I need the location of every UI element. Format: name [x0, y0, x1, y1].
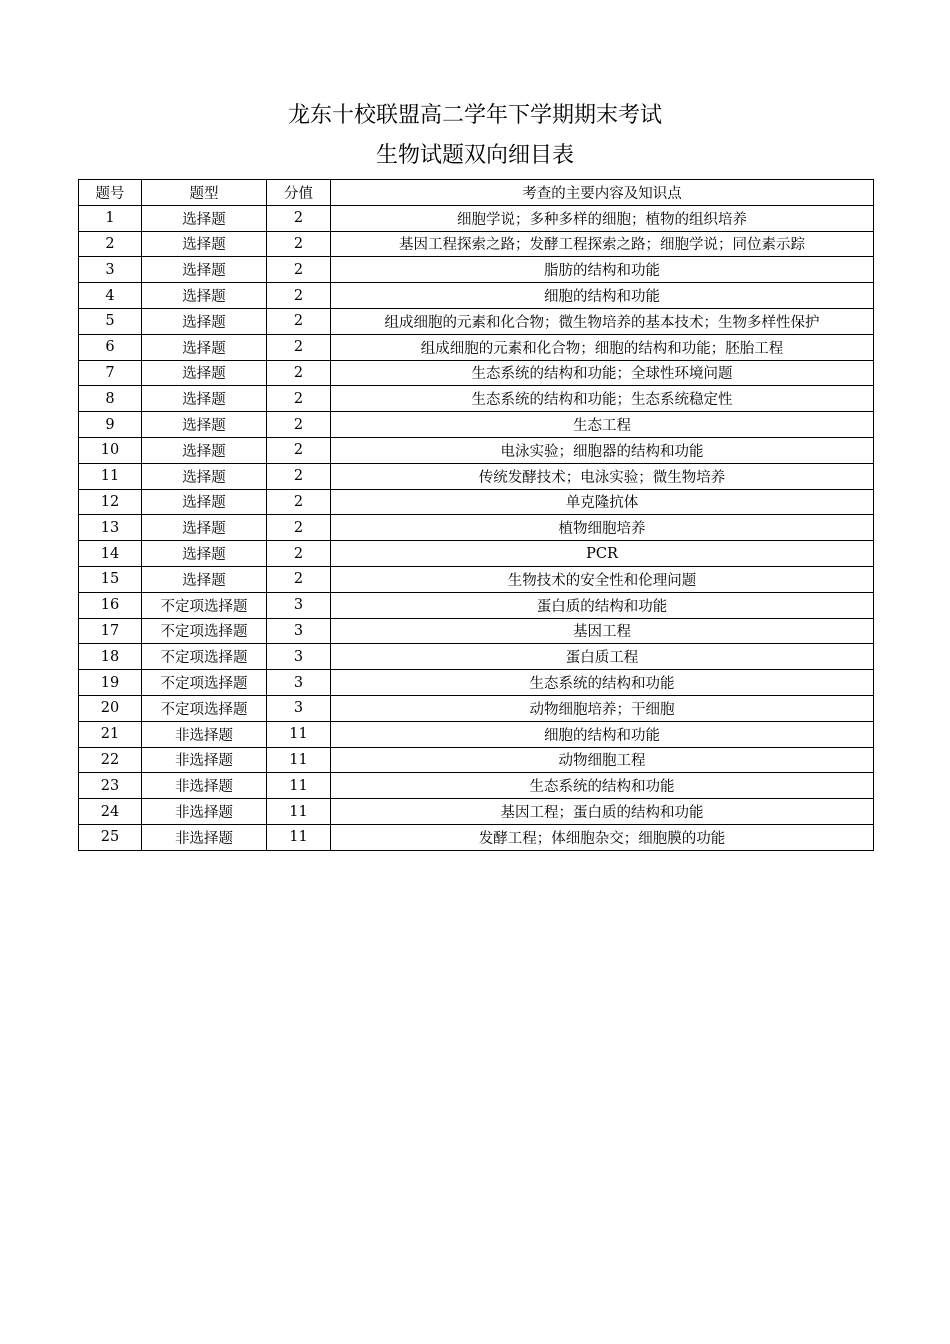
- cell-knowledge-points: 植物细胞培养: [331, 515, 874, 541]
- cell-knowledge-points: 基因工程: [331, 618, 874, 644]
- cell-question-number: 20: [79, 695, 142, 721]
- cell-question-number: 23: [79, 773, 142, 799]
- table-row: [79, 592, 874, 618]
- cell-score: 2: [267, 308, 331, 334]
- cell-knowledge-points: 组成细胞的元素和化合物；细胞的结构和功能；胚胎工程: [331, 334, 874, 360]
- cell-question-number: 5: [79, 308, 142, 334]
- cell-question-number: 8: [79, 386, 142, 412]
- table-row: [79, 463, 874, 489]
- cell-knowledge-points: 组成细胞的元素和化合物；微生物培养的基本技术；生物多样性保护: [331, 308, 874, 334]
- cell-question-type: 选择题: [142, 205, 267, 231]
- cell-knowledge-points: 生态系统的结构和功能；全球性环境问题: [331, 360, 874, 386]
- cell-question-type: 非选择题: [142, 799, 267, 825]
- table-row: [79, 799, 874, 825]
- cell-question-number: 19: [79, 670, 142, 696]
- cell-score: 2: [267, 283, 331, 309]
- cell-knowledge-points: 生态系统的结构和功能: [331, 670, 874, 696]
- cell-question-type: 选择题: [142, 283, 267, 309]
- cell-question-type: 非选择题: [142, 721, 267, 747]
- cell-score: 11: [267, 773, 331, 799]
- cell-knowledge-points: 电泳实验；细胞器的结构和功能: [331, 437, 874, 463]
- cell-question-type: 选择题: [142, 541, 267, 567]
- cell-question-number: 2: [79, 231, 142, 257]
- table-row: [79, 205, 874, 231]
- cell-knowledge-points: 蛋白质工程: [331, 644, 874, 670]
- cell-knowledge-points: 细胞学说；多种多样的细胞；植物的组织培养: [331, 205, 874, 231]
- cell-question-type: 选择题: [142, 360, 267, 386]
- cell-knowledge-points: 生态工程: [331, 412, 874, 438]
- cell-question-type: 选择题: [142, 489, 267, 515]
- header-question-type: 题型: [142, 180, 267, 206]
- cell-question-number: 18: [79, 644, 142, 670]
- table-row: [79, 515, 874, 541]
- table-row: [79, 231, 874, 257]
- cell-score: 2: [267, 412, 331, 438]
- cell-score: 2: [267, 437, 331, 463]
- cell-question-type: 非选择题: [142, 773, 267, 799]
- cell-score: 2: [267, 489, 331, 515]
- table-row: [79, 618, 874, 644]
- cell-knowledge-points: 脂肪的结构和功能: [331, 257, 874, 283]
- cell-question-number: 25: [79, 824, 142, 850]
- cell-question-type: 选择题: [142, 334, 267, 360]
- cell-question-number: 4: [79, 283, 142, 309]
- cell-knowledge-points: 传统发酵技术；电泳实验；微生物培养: [331, 463, 874, 489]
- table-row: [79, 412, 874, 438]
- cell-knowledge-points: 发酵工程；体细胞杂交；细胞膜的功能: [331, 824, 874, 850]
- cell-score: 11: [267, 799, 331, 825]
- cell-question-type: 选择题: [142, 566, 267, 592]
- document-title: 龙东十校联盟高二学年下学期期末考试: [287, 103, 662, 128]
- cell-question-type: 不定项选择题: [142, 695, 267, 721]
- cell-knowledge-points: 细胞的结构和功能: [331, 283, 874, 309]
- table-row: [79, 360, 874, 386]
- table-row: [79, 670, 874, 696]
- cell-question-type: 选择题: [142, 463, 267, 489]
- cell-knowledge-points: 动物细胞工程: [331, 747, 874, 773]
- table-row: [79, 283, 874, 309]
- cell-score: 2: [267, 463, 331, 489]
- cell-score: 2: [267, 515, 331, 541]
- cell-score: 3: [267, 695, 331, 721]
- cell-score: 3: [267, 644, 331, 670]
- cell-question-number: 14: [79, 541, 142, 567]
- cell-question-number: 1: [79, 205, 142, 231]
- cell-question-number: 12: [79, 489, 142, 515]
- table-row: [79, 644, 874, 670]
- cell-question-type: 非选择题: [142, 747, 267, 773]
- table-header-row: [79, 180, 874, 206]
- header-score: 分值: [267, 180, 331, 206]
- table-row: [79, 747, 874, 773]
- table-row: [79, 308, 874, 334]
- cell-score: 2: [267, 566, 331, 592]
- header-knowledge-points: 考查的主要内容及知识点: [331, 180, 874, 206]
- cell-score: 2: [267, 205, 331, 231]
- cell-question-number: 15: [79, 566, 142, 592]
- cell-score: 11: [267, 824, 331, 850]
- cell-knowledge-points: 基因工程探索之路；发酵工程探索之路；细胞学说；同位素示踪: [331, 231, 874, 257]
- cell-knowledge-points: PCR: [331, 541, 874, 567]
- cell-question-type: 不定项选择题: [142, 644, 267, 670]
- cell-score: 11: [267, 721, 331, 747]
- cell-question-number: 6: [79, 334, 142, 360]
- table-row: [79, 437, 874, 463]
- cell-question-number: 10: [79, 437, 142, 463]
- cell-question-type: 不定项选择题: [142, 670, 267, 696]
- cell-question-type: 不定项选择题: [142, 618, 267, 644]
- cell-question-type: 选择题: [142, 308, 267, 334]
- cell-question-type: 选择题: [142, 515, 267, 541]
- cell-score: 2: [267, 386, 331, 412]
- table-row: [79, 334, 874, 360]
- table-row: [79, 824, 874, 850]
- cell-score: 2: [267, 231, 331, 257]
- table-row: [79, 257, 874, 283]
- cell-knowledge-points: 生态系统的结构和功能；生态系统稳定性: [331, 386, 874, 412]
- cell-question-number: 9: [79, 412, 142, 438]
- cell-score: 2: [267, 541, 331, 567]
- cell-knowledge-points: 单克隆抗体: [331, 489, 874, 515]
- cell-knowledge-points: 生物技术的安全性和伦理问题: [331, 566, 874, 592]
- cell-question-type: 选择题: [142, 437, 267, 463]
- cell-question-number: 21: [79, 721, 142, 747]
- header-question-number: 题号: [79, 180, 142, 206]
- table-row: [79, 695, 874, 721]
- cell-score: 2: [267, 360, 331, 386]
- table-row: [79, 566, 874, 592]
- cell-question-number: 16: [79, 592, 142, 618]
- cell-score: 3: [267, 670, 331, 696]
- cell-question-type: 选择题: [142, 386, 267, 412]
- cell-question-number: 7: [79, 360, 142, 386]
- cell-knowledge-points: 动物细胞培养；干细胞: [331, 695, 874, 721]
- cell-question-type: 选择题: [142, 231, 267, 257]
- table-row: [79, 489, 874, 515]
- cell-question-number: 3: [79, 257, 142, 283]
- spec-table: [78, 179, 874, 851]
- cell-question-number: 17: [79, 618, 142, 644]
- cell-score: 11: [267, 747, 331, 773]
- cell-score: 3: [267, 618, 331, 644]
- cell-question-type: 不定项选择题: [142, 592, 267, 618]
- cell-score: 2: [267, 334, 331, 360]
- table-row: [79, 541, 874, 567]
- document-subtitle: 生物试题双向细目表: [375, 143, 574, 168]
- table-body: [79, 205, 874, 850]
- cell-knowledge-points: 蛋白质的结构和功能: [331, 592, 874, 618]
- cell-question-type: 非选择题: [142, 824, 267, 850]
- cell-question-number: 13: [79, 515, 142, 541]
- table-row: [79, 721, 874, 747]
- cell-question-number: 24: [79, 799, 142, 825]
- cell-score: 3: [267, 592, 331, 618]
- table-row: [79, 386, 874, 412]
- cell-knowledge-points: 基因工程；蛋白质的结构和功能: [331, 799, 874, 825]
- table-row: [79, 773, 874, 799]
- cell-question-type: 选择题: [142, 412, 267, 438]
- cell-question-number: 11: [79, 463, 142, 489]
- cell-knowledge-points: 生态系统的结构和功能: [331, 773, 874, 799]
- cell-knowledge-points: 细胞的结构和功能: [331, 721, 874, 747]
- cell-question-type: 选择题: [142, 257, 267, 283]
- cell-question-number: 22: [79, 747, 142, 773]
- cell-score: 2: [267, 257, 331, 283]
